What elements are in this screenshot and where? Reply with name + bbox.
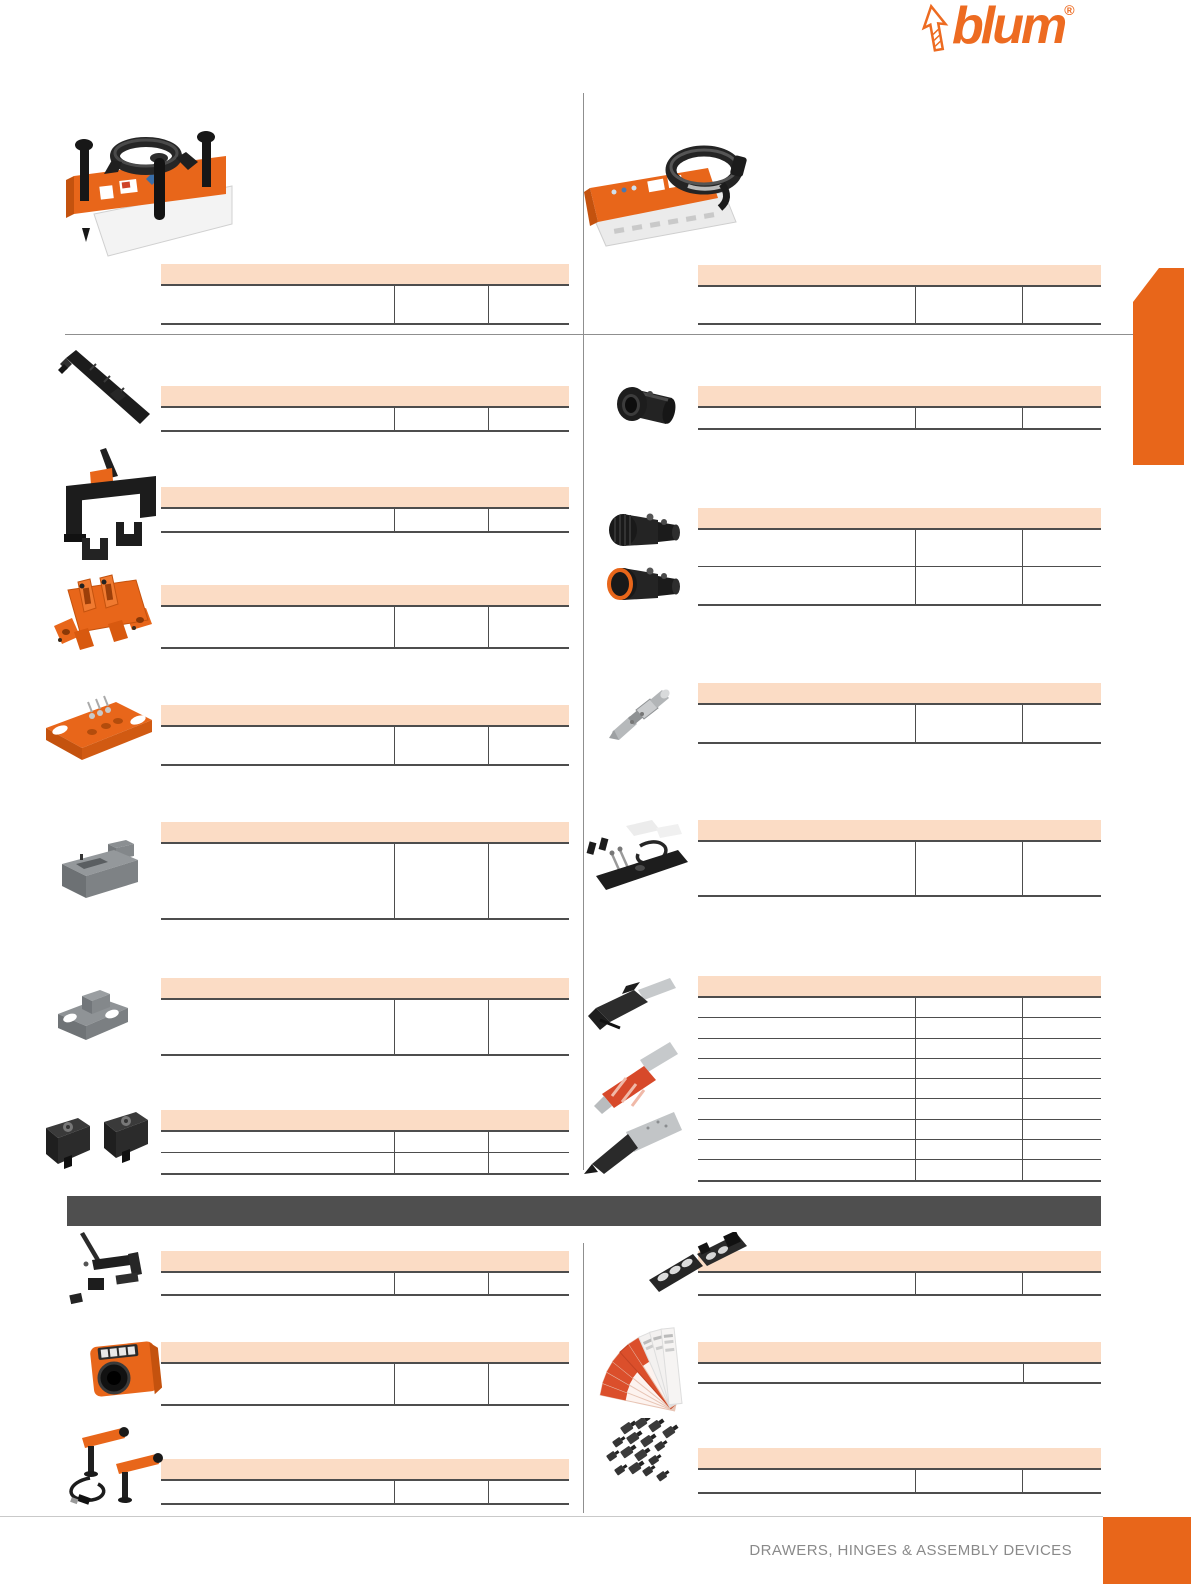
drilling-jig-block-image [50,838,148,906]
table-header-bar [161,1459,569,1481]
adapter-pin-image [606,686,678,746]
column-divider [1022,1273,1023,1294]
product-table [161,1110,569,1175]
column-divider [915,1099,916,1118]
column-divider [488,1000,489,1054]
column-divider [915,567,916,604]
column-divider [488,1481,489,1503]
footer-corner-block [1103,1517,1191,1584]
stop-block-pair-image [38,1100,156,1175]
table-header-bar [698,1251,1101,1273]
table-row [698,408,1101,430]
table-header-bar [161,1342,569,1364]
table-header-bar [698,683,1101,705]
registered-mark: ® [1064,2,1075,18]
table-row [698,567,1101,606]
logo-wordmark: blum [952,0,1065,55]
column-divider [1022,1160,1023,1179]
position-indicator-image [82,1332,170,1404]
column-divider [488,408,489,430]
table-header-bar [161,1251,569,1273]
blum-logo [918,2,1075,54]
column-divider [1022,567,1023,604]
table-header-bar [161,487,569,509]
column-divider [394,1132,395,1152]
column-divider [394,844,395,918]
column-divider [915,1120,916,1139]
column-divider [1022,1470,1023,1492]
column-divider [488,1364,489,1404]
accessory-kit-image [582,820,697,902]
column-divider [488,509,489,531]
column-divider [1023,1364,1024,1382]
column-divider [915,1273,916,1294]
table-row [161,844,569,920]
screw-assortment-image [596,1418,698,1496]
table-header-bar [698,508,1101,530]
column-divider [1022,998,1023,1017]
column-divider [915,408,916,428]
product-table [161,978,569,1056]
column-divider [915,287,916,323]
column-divider [1022,1099,1023,1118]
product-table [698,508,1101,606]
column-divider [915,842,916,895]
column-divider [915,1059,916,1078]
mounting-jig-block-image [48,984,138,1052]
category-side-tab [1133,268,1184,465]
column-divider [1022,842,1023,895]
table-row [161,1364,569,1406]
column-divider [1022,1120,1023,1139]
column-divider [488,1153,489,1173]
boring-template-image [584,140,752,260]
product-table [161,705,569,766]
column-divider [1022,287,1023,323]
table-row [161,1481,569,1505]
table-row [161,286,569,325]
drill-bits-image [582,974,697,1176]
column-divider [1022,408,1023,428]
column-divider [1022,1018,1023,1037]
table-header-bar [698,820,1101,842]
table-row [698,1470,1101,1494]
column-divider [394,1273,395,1294]
table-header-bar [161,386,569,408]
table-row [698,1059,1101,1079]
column-divider [915,1160,916,1179]
column-divider [915,705,916,742]
product-table [161,585,569,649]
table-header-bar [698,1448,1101,1470]
column-divider [1022,1059,1023,1078]
drill-depth-stop-rod-image [56,348,156,436]
column-divider [915,998,916,1017]
table-row [161,1132,569,1153]
column-divider [394,1153,395,1173]
column-divider [394,408,395,430]
table-header-bar [698,1342,1101,1364]
column-divider [915,1140,916,1159]
table-row [698,705,1101,744]
table-header-bar [698,976,1101,998]
column-divider [394,286,395,323]
connector-strip-pair-image [645,1232,753,1304]
table-row [698,1018,1101,1038]
table-header-bar [698,386,1101,408]
product-table [161,1251,569,1296]
product-table [161,487,569,533]
table-row [698,1160,1101,1181]
column-divider [915,1470,916,1492]
product-table [698,1342,1101,1384]
table-row [698,1039,1101,1059]
table-row [161,1273,569,1296]
column-divider [1022,1039,1023,1058]
product-table [698,820,1101,897]
table-row [698,1120,1101,1140]
table-row [698,1099,1101,1119]
marking-gauge-set-image [64,1230,156,1308]
product-table [698,1251,1101,1296]
column-divider [394,1481,395,1503]
universal-drilling-template-image [60,130,245,270]
table-row [698,1140,1101,1160]
product-table [161,1342,569,1406]
column-divider [488,607,489,647]
column-divider [915,530,916,566]
table-header-bar [161,978,569,1000]
column-divider [394,1364,395,1404]
column-divider [1022,705,1023,742]
clamp-with-cable-set-image [60,1422,164,1510]
column-divider [488,1273,489,1294]
column-divider [915,1079,916,1098]
drill-bushing-image [610,382,685,438]
column-divider [394,509,395,531]
footer-caption: DRAWERS, HINGES & ASSEMBLY DEVICES [749,1542,1072,1559]
column-divider [488,727,489,764]
table-header-bar [161,705,569,727]
table-header-bar [161,585,569,607]
column-divider [394,607,395,647]
table-row [161,509,569,533]
product-table [161,822,569,920]
table-header-bar [161,822,569,844]
table-row [161,607,569,649]
product-table [698,265,1101,325]
column-divider [915,1018,916,1037]
quick-change-couplings-image [606,502,692,608]
footer-rule-line [0,1516,1103,1517]
column-divider [488,844,489,918]
column-divider [915,1039,916,1058]
column-divider [1022,530,1023,566]
column-divider [1022,1079,1023,1098]
template-envelope-fan-image [588,1320,696,1412]
table-header-bar [698,265,1101,287]
table-row [698,998,1101,1018]
column-divider [394,1000,395,1054]
column-divider [488,1132,489,1152]
drilling-template-plate-image [40,694,158,778]
table-row [698,287,1101,325]
product-table [698,386,1101,430]
table-row [161,1153,569,1175]
product-table [698,976,1101,1182]
column-divider [1022,1140,1023,1159]
table-row [698,1273,1101,1296]
table-row [698,1364,1101,1384]
boring-bracket-image [48,570,160,666]
table-row [698,530,1101,567]
table-row [161,408,569,432]
product-table [161,1459,569,1505]
center-divider-line-bottom [583,1243,584,1513]
column-divider [394,727,395,764]
table-row [161,727,569,766]
section-divider-line [65,334,1135,335]
section-header-bar [67,1196,1101,1226]
column-divider [488,286,489,323]
logo-up-arrow-icon [918,2,952,54]
table-row [698,1079,1101,1099]
product-table [698,683,1101,744]
table-row [698,842,1101,897]
product-table [161,264,569,325]
table-header-bar [161,1110,569,1132]
product-table [698,1448,1101,1494]
table-row [161,1000,569,1056]
product-table [161,386,569,432]
assembly-clamp-image [56,446,166,562]
